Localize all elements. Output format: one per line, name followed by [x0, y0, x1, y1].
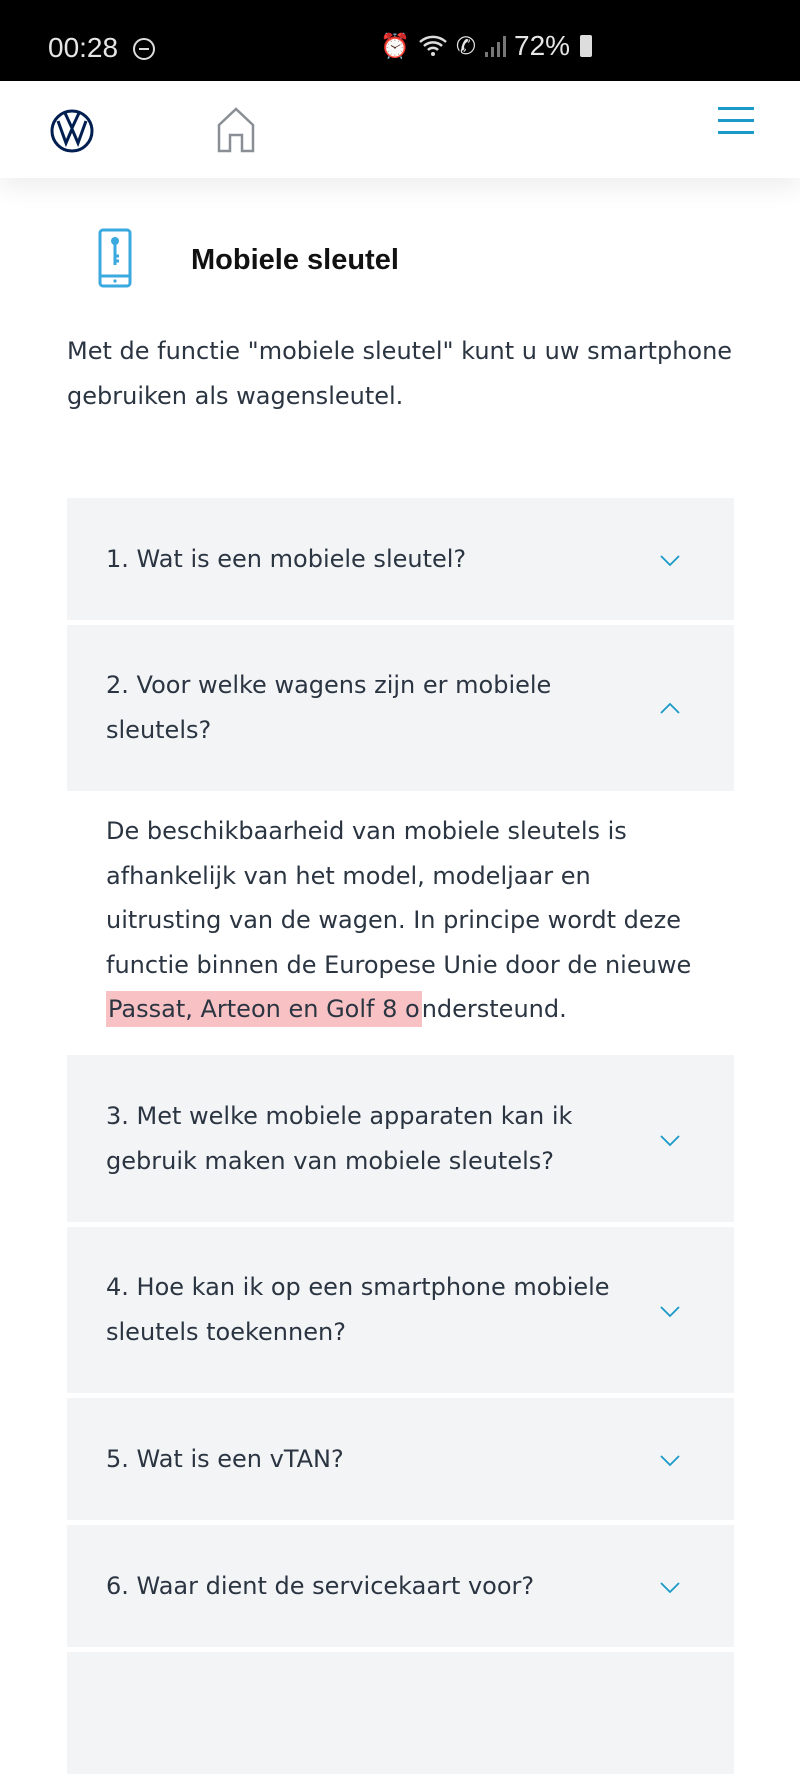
mobile-key-icon — [98, 228, 132, 288]
faq-answer-2: De beschikbaarheid van mobiele sleutels is afhankelijk van het model, modeljaar en uitrusting van de wagen. In principe wordt deze functie binnen de Europese Unie door de nieuwe Passat, Arteon en Golf 8 ondersteund. — [67, 791, 734, 1055]
home-icon[interactable] — [217, 107, 255, 153]
faq-item-6[interactable]: 6. Waar dient de servicekaart voor? — [67, 1525, 734, 1647]
page-title: Mobiele sleutel — [191, 244, 399, 276]
highlighted-text: Passat, Arteon en Golf 8 o — [106, 991, 422, 1027]
faq-item-7[interactable] — [67, 1652, 734, 1774]
chevron-down-icon — [660, 1577, 680, 1597]
hamburger-menu-icon[interactable] — [718, 107, 754, 137]
chevron-down-icon — [660, 1450, 680, 1470]
faq-item-5[interactable]: 5. Wat is een vTAN? — [67, 1398, 734, 1520]
status-bar — [0, 0, 800, 81]
alarm-icon: ⏰ — [380, 32, 410, 60]
chevron-up-icon — [660, 699, 680, 719]
status-time: 00:28 — [48, 32, 119, 63]
faq-item-1[interactable]: 1. Wat is een mobiele sleutel? — [67, 498, 734, 620]
faq-item-3[interactable]: 3. Met welke mobiele apparaten kan ik gebruik maken van mobiele sleutels? — [67, 1055, 734, 1222]
site-header — [0, 81, 800, 178]
signal-icon — [484, 34, 506, 58]
chevron-down-icon — [660, 550, 680, 570]
faq-item-4[interactable]: 4. Hoe kan ik op een smartphone mobiele sleutels toekennen? — [67, 1227, 734, 1393]
wifi-icon — [418, 33, 448, 59]
do-not-disturb-icon — [133, 38, 155, 60]
chevron-down-icon — [660, 1130, 680, 1150]
battery-icon — [580, 35, 592, 57]
faq-accordion — [67, 498, 734, 1779]
wifi-call-icon: ✆ — [455, 32, 476, 60]
battery-percent: 72% — [514, 30, 571, 61]
faq-item-2[interactable]: 2. Voor welke wagens zijn er mobiele sleutels? — [67, 625, 734, 791]
chevron-down-icon — [660, 1301, 680, 1321]
intro-text: Met de functie "mobiele sleutel" kunt u uw smartphone gebruiken als wagensleutel. — [67, 337, 733, 410]
vw-logo[interactable] — [50, 109, 94, 153]
